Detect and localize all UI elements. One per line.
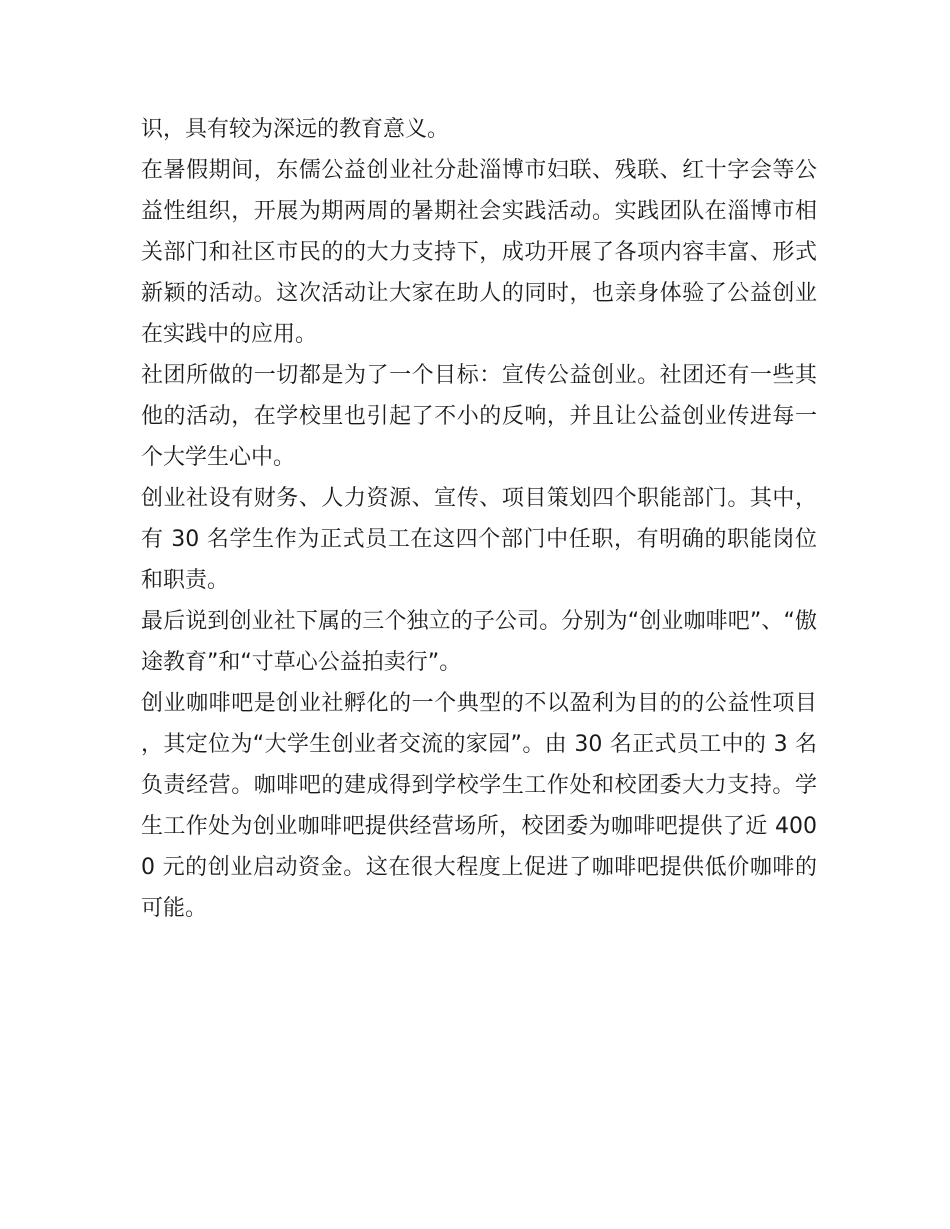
document-body (141, 109, 817, 929)
paragraph-5: 最后说到创业社下属的三个独立的子公司。分别为“创业咖啡吧”、“傲途教育”和“寸草心公益拍卖行”。 (141, 609, 817, 675)
paragraph-3: 社团所做的一切都是为了一个目标：宣传公益创业。社团还有一些其他的活动，在学校里也引起了不小的反响，并且让公益创业传进每一个大学生心中。 (141, 363, 817, 470)
paragraph-6: 创业咖啡吧是创业社孵化的一个典型的不以盈利为目的的公益性项目，其定位为“大学生创业者交流的家园”。由 30 名正式员工中的 3 名负责经营。咖啡吧的建成得到学校学生工作处和校团委大力支持。学生工作处为创业咖啡吧提供经营场所，校团委为咖啡吧提供了近 4000 元的创业启动资金。这在很大程度上促进了咖啡吧提供低价咖啡的可能。 (141, 691, 817, 921)
paragraph-1: 识，具有较为深远的教育意义。 (141, 117, 450, 142)
paragraph-2: 在暑假期间，东儒公益创业社分赴淄博市妇联、残联、红十字会等公益性组织，开展为期两周的暑期社会实践活动。实践团队在淄博市相关部门和社区市民的的大力支持下，成功开展了各项内容丰富、形式新颖的活动。这次活动让大家在助人的同时，也亲身体验了公益创业在实践中的应用。 (141, 158, 817, 347)
paragraph-4: 创业社设有财务、人力资源、宣传、项目策划四个职能部门。其中，有 30 名学生作为正式员工在这四个部门中任职，有明确的职能岗位和职责。 (141, 486, 817, 593)
